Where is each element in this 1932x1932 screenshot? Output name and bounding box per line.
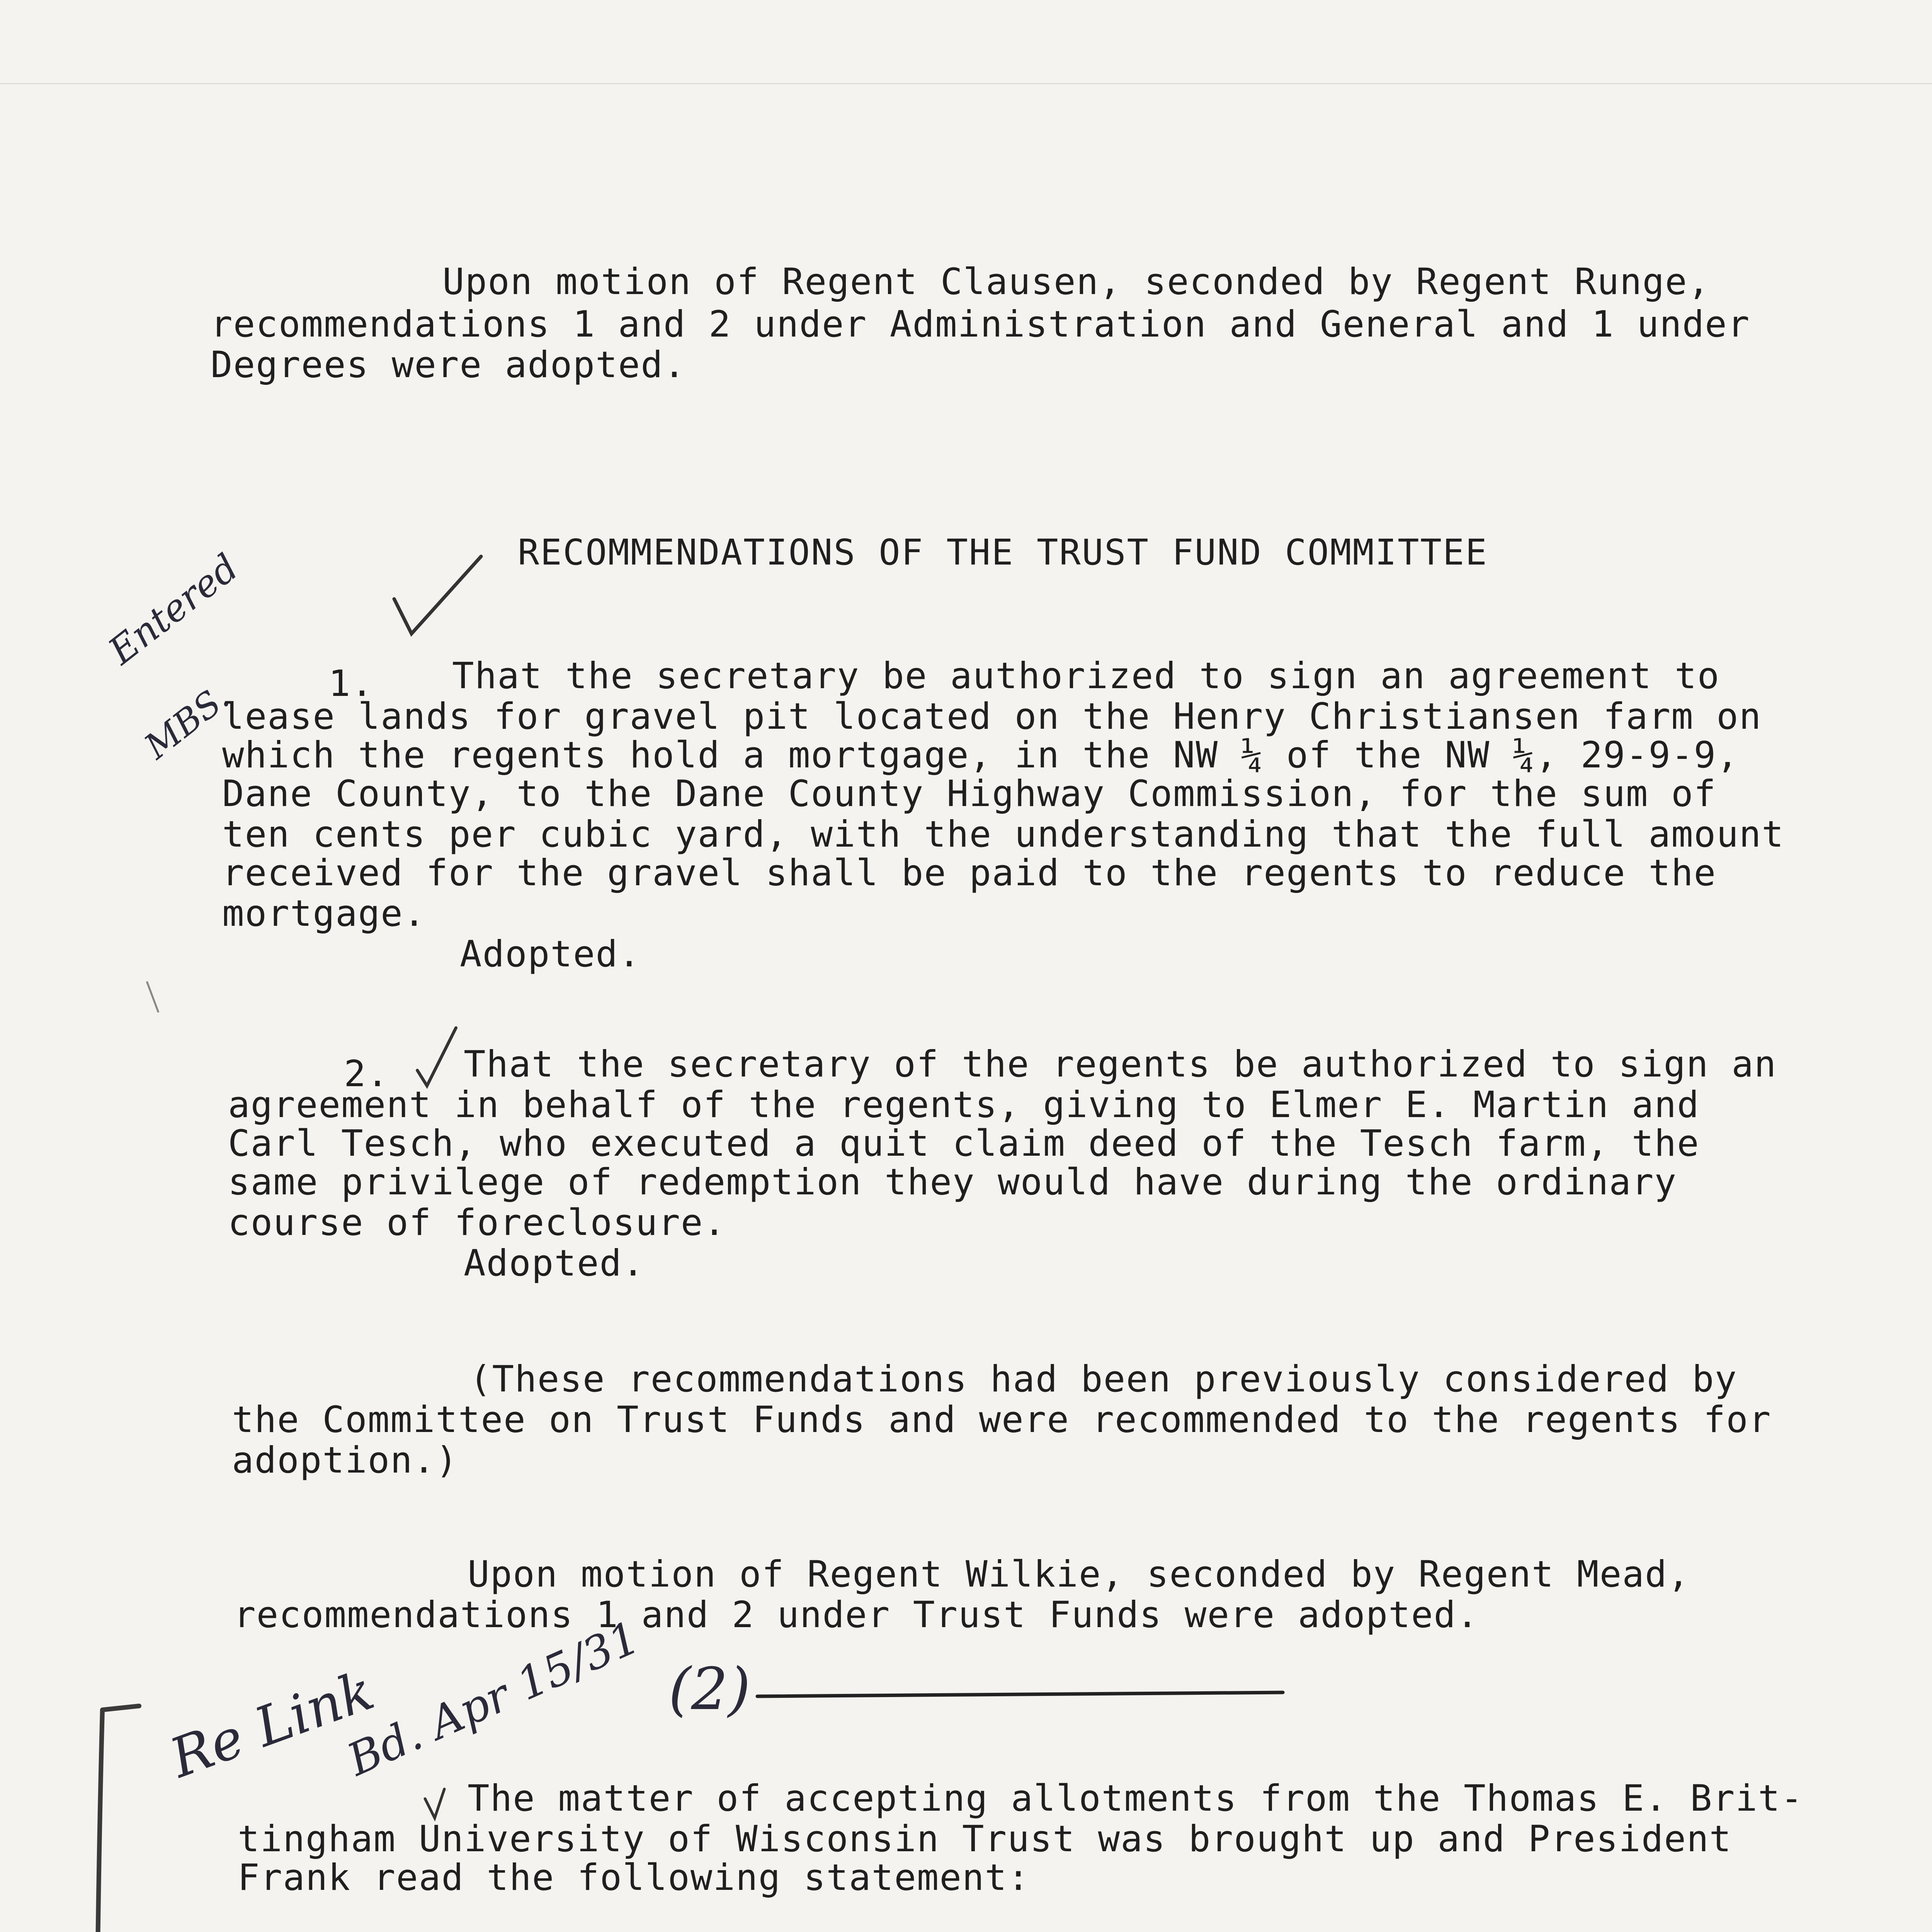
- checkmark-brittingham: [425, 1789, 444, 1818]
- margin-note-line-1: Entered: [100, 546, 247, 673]
- item1-line-5: ten cents per cubic yard, with the understanding that the full amount: [222, 813, 1784, 855]
- handwritten-re-link: Re Link: [162, 1659, 382, 1791]
- para-clausen-line-1: Upon motion of Regent Clausen, seconded by Regent Runge,: [442, 261, 1711, 303]
- handwritten-number: (2): [668, 1656, 751, 1723]
- item2-number: 2.: [344, 1053, 389, 1095]
- brittingham-line-2: tingham University of Wisconsin Trust was brought up and President: [238, 1818, 1732, 1860]
- item1-line-1: That the secretary be authorized to sign an agreement to: [452, 655, 1720, 697]
- handwritten-underline: [757, 1692, 1283, 1696]
- handwritten-board-reference: Bd. Apr 15/31: [340, 1611, 648, 1786]
- item2-adopted: Adopted.: [464, 1242, 645, 1284]
- item2-line-5: course of foreclosure.: [228, 1202, 726, 1244]
- item1-adopted: Adopted.: [460, 933, 641, 975]
- brittingham-line-1: The matter of accepting allotments from the Thomas E. Brit-: [468, 1777, 1803, 1820]
- checkmark-item2: [417, 1028, 456, 1086]
- note-line-2: the Committee on Trust Funds and were recommended to the regents for: [232, 1399, 1772, 1441]
- item1-line-4: Dane County, to the Dane County Highway Commission, for the sum of: [222, 773, 1717, 815]
- item1-number: 1.: [328, 663, 374, 705]
- para-wilkie-line-2: recommendations 1 and 2 under Trust Funds were adopted.: [234, 1594, 1479, 1636]
- item2-line-2: agreement in behalf of the regents, giving to Elmer E. Martin and: [228, 1084, 1700, 1126]
- margin-bracket: [96, 1706, 201, 1932]
- item1-line-2: lease lands for gravel pit located on the Henry Christiansen farm on: [222, 696, 1762, 738]
- para-clausen-line-3: Degrees were adopted.: [211, 344, 686, 386]
- margin-note-line-2: MBS.: [137, 677, 237, 767]
- item1-line-6: received for the gravel shall be paid to the regents to reduce the: [222, 852, 1717, 894]
- item2-line-4: same privilege of redemption they would have during the ordinary: [228, 1161, 1677, 1203]
- brittingham-line-3: Frank read the following statement:: [238, 1857, 1030, 1899]
- para-clausen-line-2: recommendations 1 and 2 under Administration and General and 1 under: [211, 303, 1750, 345]
- note-line-3: adoption.): [232, 1439, 458, 1481]
- pencil-stroke: [147, 981, 158, 1012]
- item1-line-7: mortgage.: [222, 893, 426, 935]
- item2-line-3: Carl Tesch, who executed a quit claim deed of the Tesch farm, the: [228, 1122, 1700, 1165]
- section-heading: RECOMMENDATIONS OF THE TRUST FUND COMMITTEE: [518, 532, 1488, 573]
- note-line-1: (These recommendations had been previously considered by: [469, 1358, 1738, 1400]
- item1-line-3: which the regents hold a mortgage, in the NW ¼ of the NW ¼, 29-9-9,: [222, 734, 1739, 776]
- para-wilkie-line-1: Upon motion of Regent Wilkie, seconded by Regent Mead,: [468, 1553, 1690, 1595]
- item2-line-1: That the secretary of the regents be authorized to sign an: [464, 1043, 1777, 1085]
- checkmark-heading: [394, 556, 481, 634]
